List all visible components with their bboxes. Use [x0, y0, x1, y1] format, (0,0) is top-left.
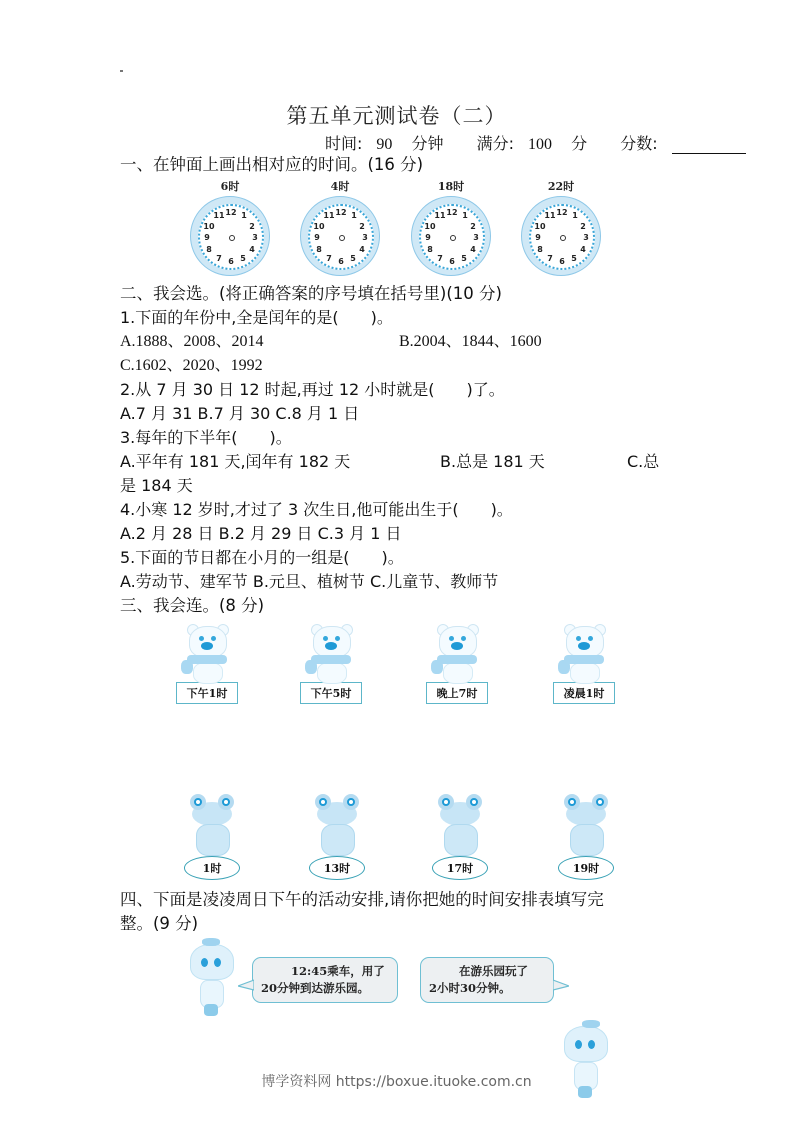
speech-bubble-right: 在游乐园玩了 2小时30分钟。	[420, 957, 554, 1003]
clock-6[interactable]	[190, 178, 270, 276]
bear-time-label: 晚上7时	[426, 682, 488, 704]
q1-option-a: A.1888、2008、2014	[120, 333, 264, 350]
bears-row	[175, 624, 625, 714]
clock-face-icon[interactable]: 12 1 2 3 4 5 6 7 8 9 10 11	[300, 196, 380, 276]
stray-mark	[120, 70, 123, 72]
clock-label: 18时	[437, 180, 465, 193]
time-info: 时间: 90 分钟	[325, 134, 444, 153]
question-1: 1.下面的年份中,全是闰年的是( )。	[120, 308, 393, 327]
q1-option-c: C.1602、2020、1992	[120, 357, 263, 374]
q3-option-c: C.总	[627, 452, 660, 471]
section3-heading: 三、我会连。(8 分)	[120, 596, 265, 615]
question-4: 4.小寒 12 岁时,才过了 3 次生日,他可能出生于( )。	[120, 500, 513, 519]
frog-icon	[186, 794, 238, 856]
bear-item[interactable]	[299, 624, 363, 704]
bear-time-label: 下午1时	[176, 682, 238, 704]
frog-time-label: 19时	[558, 856, 614, 880]
question-5: 5.下面的节日都在小月的一组是( )。	[120, 548, 404, 567]
q3-option-b: B.总是 181 天	[440, 452, 545, 471]
polar-bear-icon	[558, 624, 610, 682]
q2-options: A.7 月 31 B.7 月 30 C.8 月 1 日	[120, 404, 360, 423]
speech-bubble-left: 12:45乘车，用了 20分钟到达游乐园。	[252, 957, 398, 1003]
bubble-tail-right-icon	[553, 978, 569, 992]
q4-options: A.2 月 28 日 B.2 月 29 日 C.3 月 1 日	[120, 524, 402, 543]
polar-bear-icon	[181, 624, 233, 682]
q3-option-a: A.平年有 181 天,闰年有 182 天	[120, 452, 351, 471]
section4-heading-line2: 整。(9 分)	[120, 914, 199, 933]
clock-4[interactable]	[300, 178, 380, 276]
clock-label: 4时	[330, 180, 350, 193]
clock-18[interactable]	[411, 178, 491, 276]
section4-heading-line1: 四、下面是凌凌周日下午的活动安排,请你把她的时间安排表填写完	[120, 890, 604, 909]
frog-icon	[434, 794, 486, 856]
clock-face-icon[interactable]: 12 1 2 3 4 5 6 7 8 9 10 11	[411, 196, 491, 276]
bear-item[interactable]	[425, 624, 489, 704]
q5-options: A.劳动节、建军节 B.元旦、植树节 C.儿童节、教师节	[120, 572, 499, 591]
polar-bear-icon	[431, 624, 483, 682]
frog-item[interactable]	[428, 794, 492, 880]
frog-time-label: 17时	[432, 856, 488, 880]
clock-face-icon[interactable]: 12 1 2 3 4 5 6 7 8 9 10 11	[521, 196, 601, 276]
bear-item[interactable]	[175, 624, 239, 704]
q1-option-b: B.2004、1844、1600	[399, 333, 542, 350]
bubble-tail-left-icon	[238, 978, 254, 992]
bear-time-label: 下午5时	[300, 682, 362, 704]
frog-time-label: 13时	[309, 856, 365, 880]
polar-bear-icon	[305, 624, 357, 682]
clocks-row	[190, 178, 610, 278]
score-field: 分数:	[620, 134, 745, 153]
section1-heading: 一、在钟面上画出相对应的时间。(16 分)	[120, 155, 424, 174]
clock-label: 6时	[220, 180, 240, 193]
exam-meta	[325, 131, 760, 154]
frog-item[interactable]	[305, 794, 369, 880]
q3-option-c-cont: 是 184 天	[120, 476, 193, 495]
section2-heading: 二、我会选。(将正确答案的序号填在括号里)(10 分)	[120, 284, 502, 303]
question-3: 3.每年的下半年( )。	[120, 428, 292, 447]
frog-item[interactable]	[554, 794, 618, 880]
clock-label: 22时	[547, 180, 575, 193]
frogs-row	[180, 794, 630, 884]
clock-22[interactable]	[521, 178, 601, 276]
girl-left-icon	[186, 938, 236, 1018]
footer-watermark: 博学资料网 https://boxue.ituoke.com.cn	[261, 1074, 532, 1090]
clock-face-icon[interactable]: 12 1 2 3 4 5 6 7 8 9 10 11	[190, 196, 270, 276]
page-title: 第五单元测试卷（二）	[286, 104, 507, 128]
score-blank[interactable]	[672, 137, 746, 154]
frog-icon	[560, 794, 612, 856]
bear-item[interactable]	[552, 624, 616, 704]
question-2: 2.从 7 月 30 日 12 时起,再过 12 小时就是( )了。	[120, 380, 505, 399]
frog-item[interactable]	[180, 794, 244, 880]
frog-time-label: 1时	[184, 856, 240, 880]
bear-time-label: 凌晨1时	[553, 682, 615, 704]
full-score-info: 满分: 100 分	[476, 134, 588, 153]
frog-icon	[311, 794, 363, 856]
